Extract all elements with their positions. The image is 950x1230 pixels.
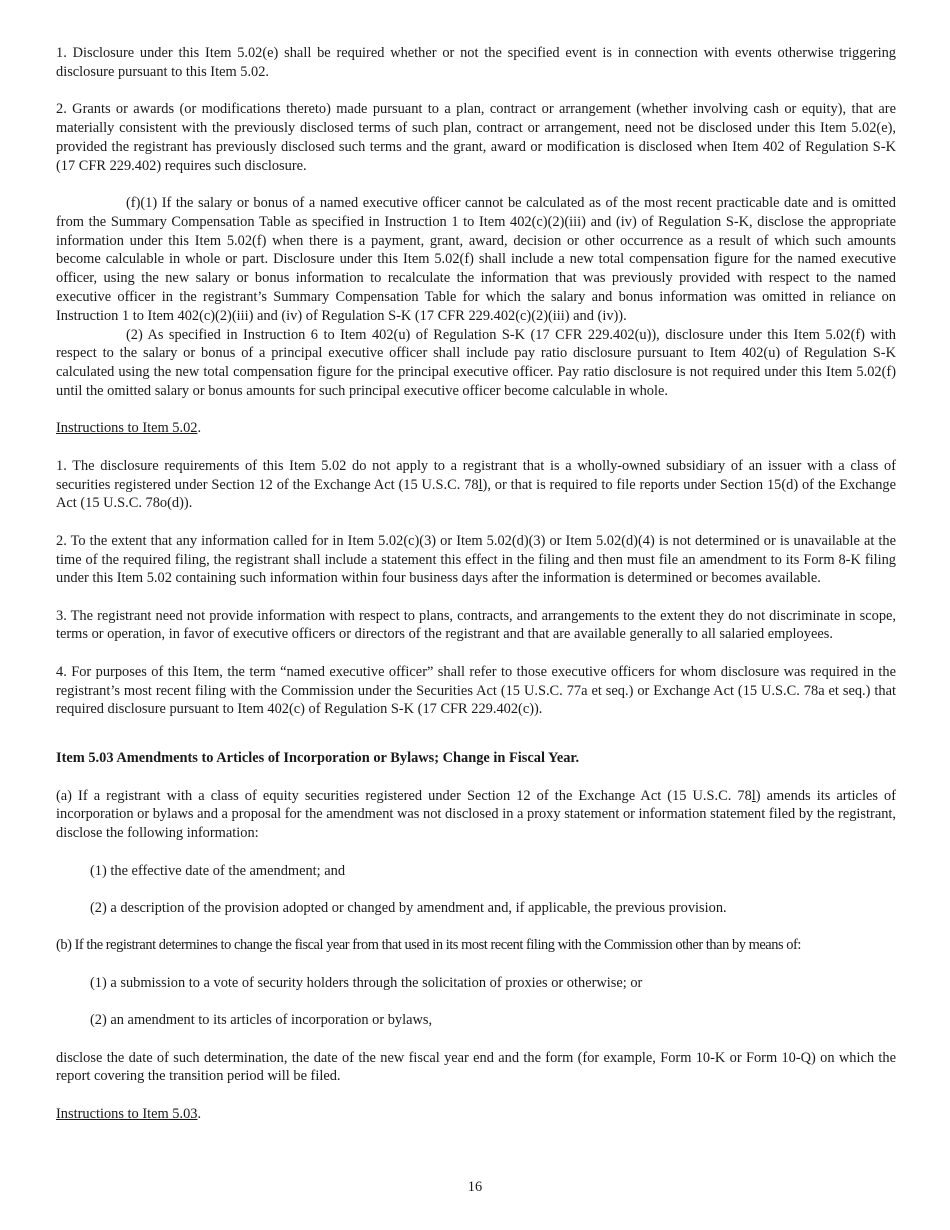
instructions-502-heading-text: Instructions to Item 5.02 (56, 420, 198, 437)
instruction-502-3: 3. The registrant need not provide information with respect to plans, contracts, and arrangements to the extent they do not discriminate in scope, terms or operation, in favor of executive officers or directors of the registrant and that are available generally to all salaried employees. (56, 607, 896, 643)
instructions-503-heading-text: Instructions to Item 5.03 (56, 1105, 198, 1122)
paragraph-instruction-2-502e: 2. Grants or awards (or modifications thereto) made pursuant to a plan, contract or arrangement (whether involving cash or equity), that are materially consistent with the previously disclosed terms of such plan, contract or arrangement, need not be disclosed under this Item 5.02(e), provided the registrant has previously disclosed such terms and the grant, award or modification is disclosed when Item 402 of Regulation S-K (17 CFR 229.402) requires such disclosure. (56, 101, 896, 174)
heading-period: . (197, 1105, 202, 1122)
heading-period: . (197, 420, 202, 437)
paragraph-503a-1: (1) the effective date of the amendment; and (90, 862, 346, 879)
instruction-502-1-text-b: ), or that is required to file reports under Section 15(d) of the Exchange Act (15 U.S.C. 78o(d)). (56, 476, 896, 512)
instructions-502-heading (56, 419, 896, 438)
paragraph-503b-2: (2) an amendment to its articles of incorporation or bylaws, (90, 1012, 433, 1029)
paragraph-503a-2: (2) a description of the provision adopted or changed by amendment and, if applicable, the previous provision. (90, 900, 727, 917)
paragraph-503b-1: (1) a submission to a vote of security holders through the solicitation of proxies or otherwise; or (90, 974, 643, 991)
paragraph-503a-text-b: ) amends its articles of incorporation or bylaws and a proposal for the amendment was not disclosed in a proxy statement or information statement filed by the registrant, disclose the following information: (56, 787, 896, 842)
instruction-502-1-text-a: 1. The disclosure requirements of this Item 5.02 do not apply to a registrant that is a wholly-owned subsidiary of an issuer with a class of securities registered under Section 12 of the Exchange Act (15 U.S.C. 78 (56, 457, 896, 493)
paragraph-502f-1: (f)(1) If the salary or bonus of a named executive officer cannot be calculated as of the most recent practicable date and is omitted from the Summary Compensation Table as specified in Instruction 1 to Item 402(c)(2)(iii) and (iv) of Regulation S-K, disclose the appropriate information under this Item 5.02(f) when there is a payment, grant, award, decision or other occurrence as a result of which such amounts become calculable in whole or part. Disclosure under this Item 5.02(f) shall include a new total compensation figure for the named executive officer, using the new salary or bonus information to recalculate the information that was previously provided with respect to the named executive officer in the registrant’s Summary Compensation Table for which the salary and bonus information was omitted in reliance on Instruction 1 to Item 402(c)(2)(iii) and (iv) of Regulation S-K (17 CFR 229.402(c)(2)(iii) and (iv)). (56, 194, 896, 324)
paragraph-503a-text-a: (a) If a registrant with a class of equity securities registered under Section 12 of the Exchange Act (15 U.S.C. 78 (56, 787, 752, 804)
paragraph-503b: (b) If the registrant determines to change the fiscal year from that used in its most recent filing with the Commission other than by means of: (56, 937, 801, 954)
item-503-heading: Item 5.03 Amendments to Articles of Incorporation or Bylaws; Change in Fiscal Year. (56, 750, 580, 767)
instruction-502-1-l: l (478, 476, 483, 493)
paragraph-503a-l: l (751, 787, 756, 804)
instructions-503-heading (56, 1105, 896, 1124)
paragraph-502f-2: (2) As specified in Instruction 6 to Item 402(u) of Regulation S-K (17 CFR 229.402(u)), disclosure under this Item 5.02(f) with respect to the salary or bonus of a principal executive officer shall include pay ratio disclosure pursuant to Item 402(u) of Regulation S-K calculated using the new total compensation figure for the principal executive officer. Pay ratio disclosure is not required under this Item 5.02(f) until the omitted salary or bonus amounts for such principal executive officer become calculable in whole. (56, 326, 896, 399)
paragraph-503b-tail: disclose the date of such determination, the date of the new fiscal year end and the form (for example, Form 10-K or Form 10-Q) on which the report covering the transition period will be filed. (56, 1049, 896, 1085)
document-page (56, 44, 896, 1124)
paragraph-503a (56, 787, 896, 843)
instruction-502-2: 2. To the extent that any information called for in Item 5.02(c)(3) or Item 5.02(d)(3) or Item 5.02(d)(4) is not determined or is unavailable at the time of the required filing, the registrant shall include a statement this effect in the filing and then must file an amendment to its Form 8-K filing under this Item 5.02 containing such information within four business days after the information is determined or becomes available. (56, 532, 896, 587)
page-number: 16 (467, 1179, 483, 1195)
instruction-502-1 (56, 457, 896, 513)
instruction-502-4: 4. For purposes of this Item, the term “named executive officer” shall refer to those executive officers for whom disclosure was required in the registrant’s most recent filing with the Commission under the Securities Act (15 U.S.C. 77a et seq.) or Exchange Act (15 U.S.C. 78a et seq.) that required disclosure pursuant to Item 402(c) of Regulation S-K (17 CFR 229.402(c)). (56, 663, 896, 718)
paragraph-instruction-1-502e: 1. Disclosure under this Item 5.02(e) shall be required whether or not the specified event is in connection with events otherwise triggering disclosure pursuant to this Item 5.02. (56, 45, 896, 80)
